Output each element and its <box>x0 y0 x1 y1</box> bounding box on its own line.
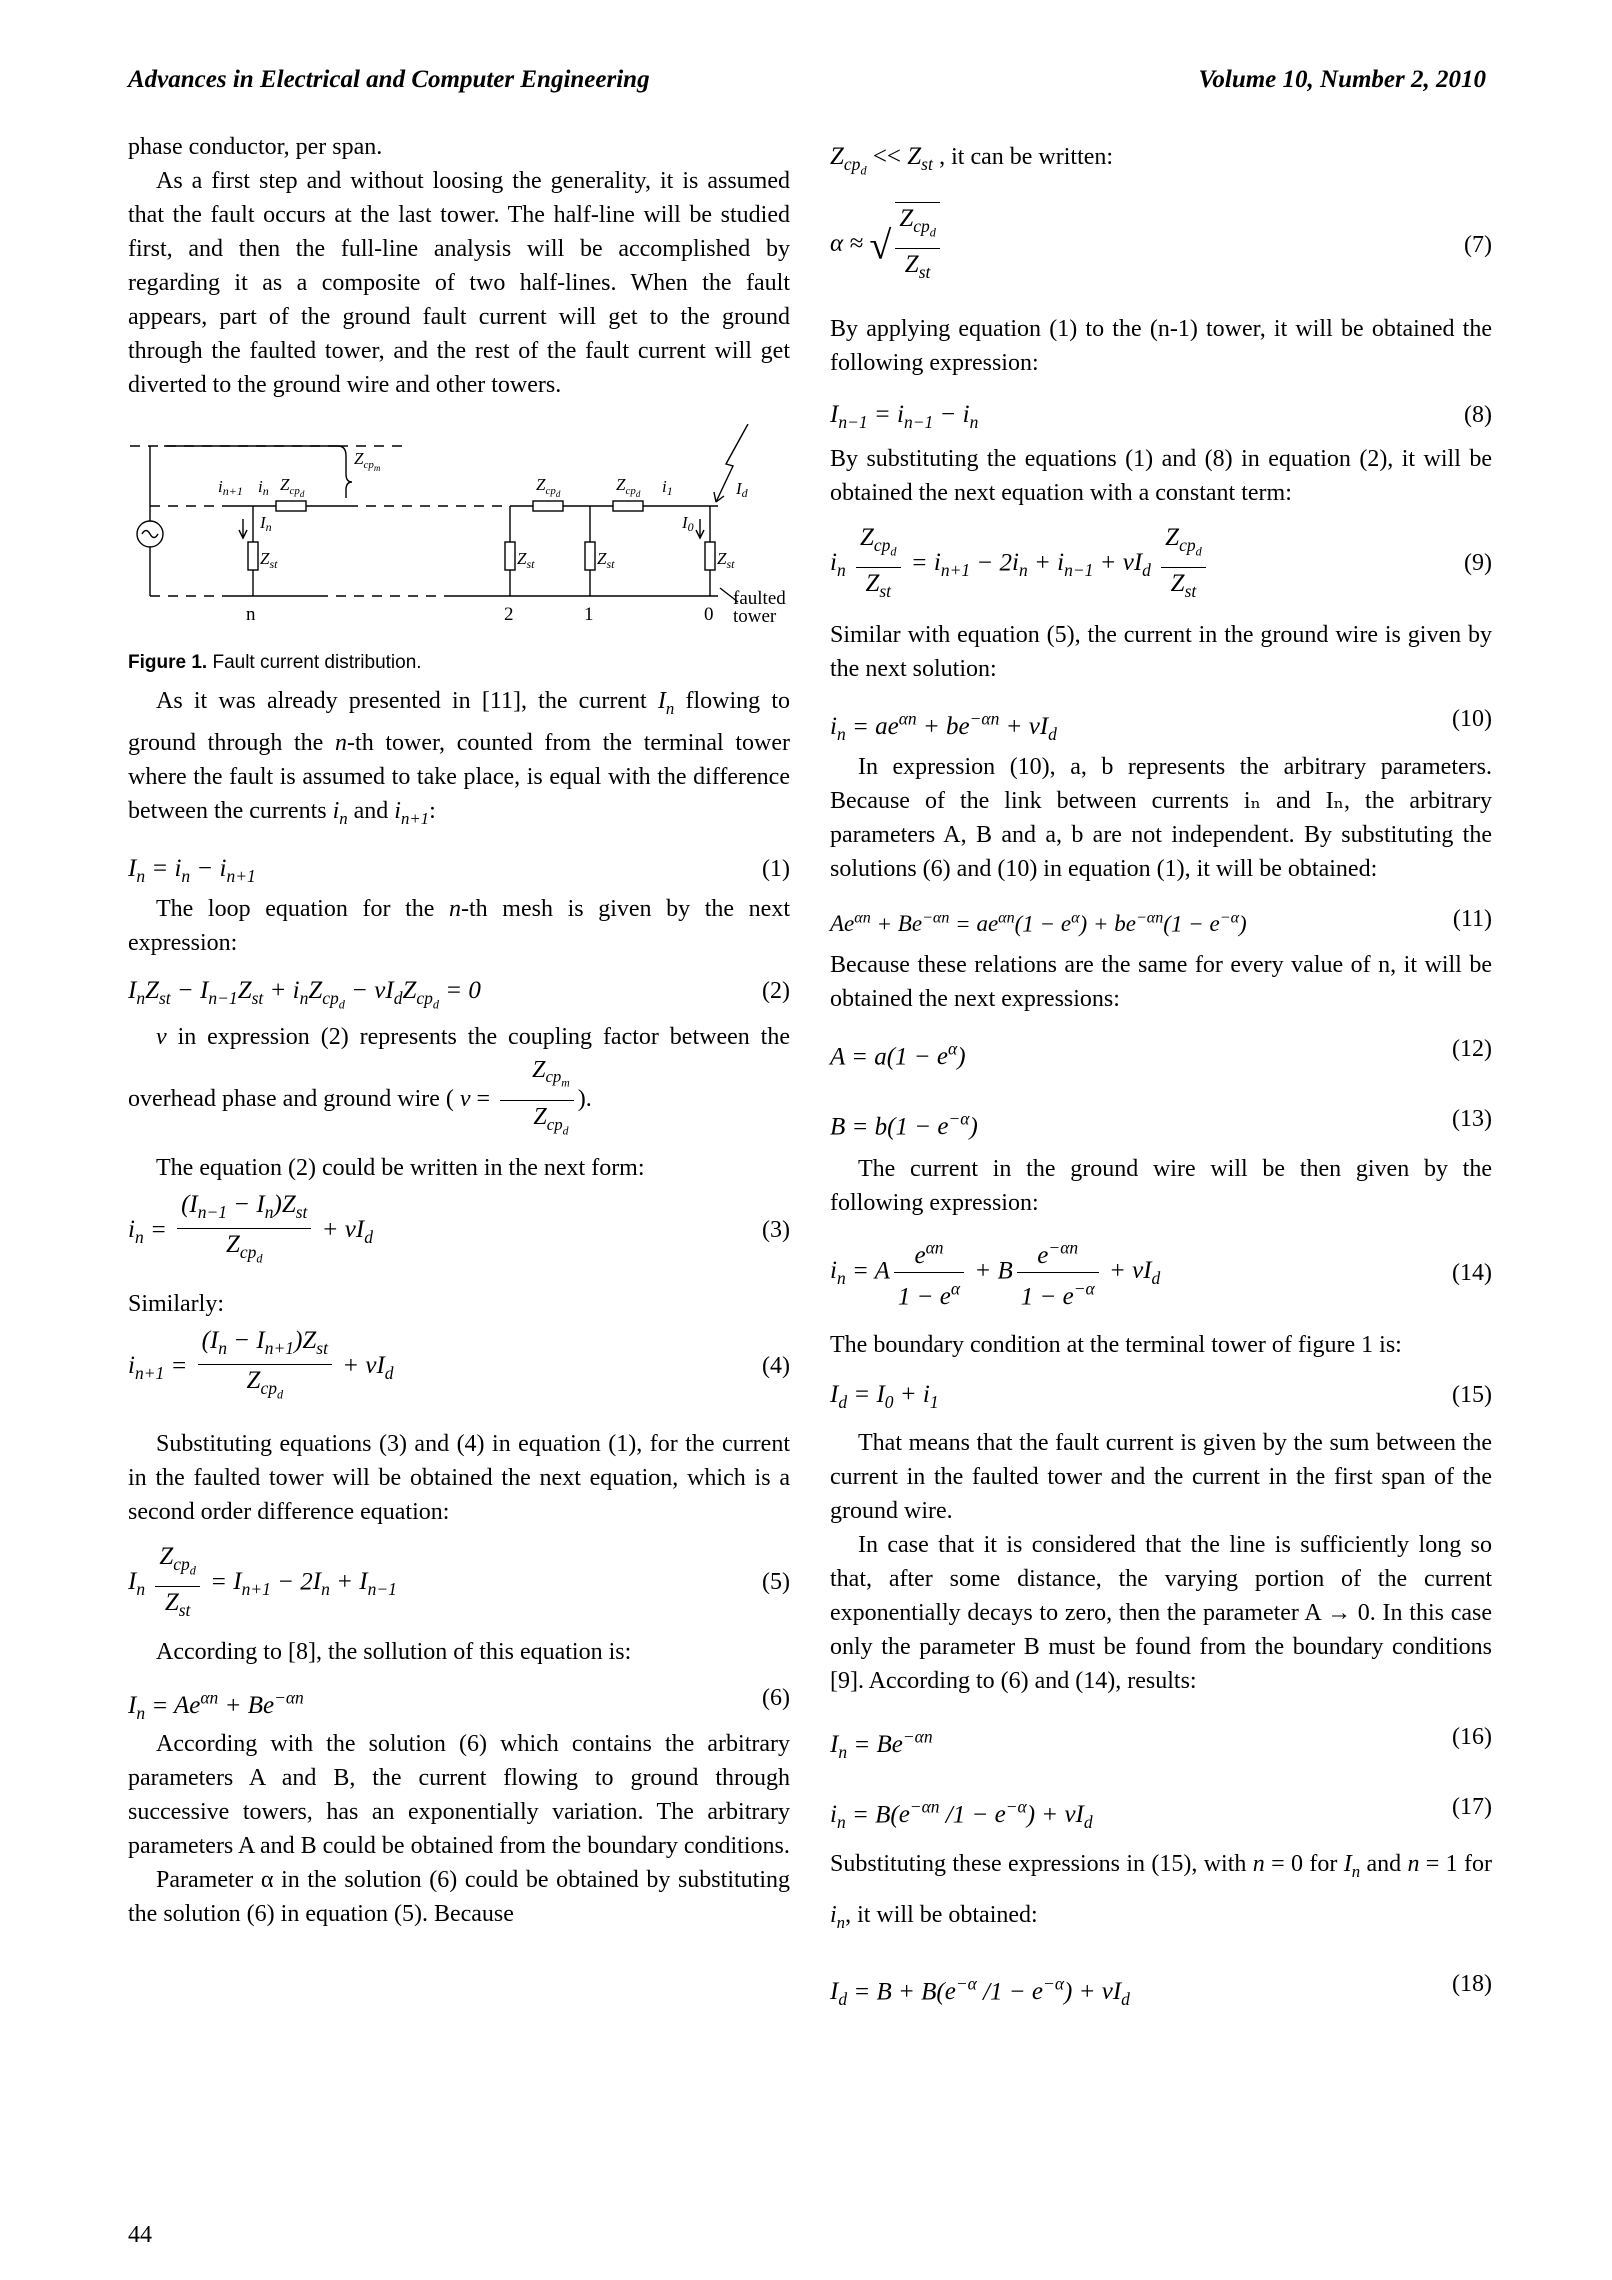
left-column <box>128 130 790 1931</box>
paragraph: Similarly: <box>128 1290 224 1317</box>
figure-caption: Figure 1. Fault current distribution. <box>128 652 422 673</box>
svg-text:i1: i1 <box>662 477 673 498</box>
volume-info: Volume 10, Number 2, 2010 <box>1198 66 1486 93</box>
svg-text:Zst: $Z_{st}$ <box>517 549 535 571</box>
svg-text:in+1: in+1 <box>218 477 243 498</box>
equation-17: $i_n = B(e^{-\alpha n}$ $/1 - e^{-\alpha}) + \nu I_d$ (17) <box>830 1793 1492 1832</box>
equation-13: $B = b(1 - e^{-\alpha})$ (13) <box>830 1105 1492 1140</box>
svg-text:Zcpd: $Z_{cp}d$ <box>616 475 641 499</box>
paragraph: ν in expression (2) represents the coupling factor between the overhead phase and ground wire ( ν = $\frac{Z_{cp_m}}{Z_{cp_d}}$ ). <box>128 1023 790 1137</box>
label-1: 1 <box>584 604 594 625</box>
equation-9: $i_n$ $\frac{Z_{cp_d}}{Z_{st}}$ = $i_{n+1} - 2i_n + i_{n-1} + \nu I_d$ $\frac{Z_{cp_d}}{Z_{st}}$ (9) <box>830 523 1492 601</box>
equation-5: $I_n$ $\frac{Z_{cp_d}}{Z_{st}}$ = $I_{n+1} - 2I_n + I_{n-1}$ (5) <box>128 1542 790 1621</box>
label-0: 0 <box>704 604 714 625</box>
svg-text:Zst: $Z_{st}$ <box>260 549 278 571</box>
equation-15: $I_d = I_0 + i_1$ (15) <box>830 1380 1492 1412</box>
equation-4: $i_{n+1}$ = $\frac{(I_n - I_{n+1})Z_{st}}{Z_{cp_d}}$ + $\nu I_d$ (4) <box>128 1326 790 1402</box>
paragraph: According to [8], the sollution of this equation is: <box>156 1638 632 1665</box>
equation-8: $I_{n-1} = i_{n-1} - i_n$ (8) <box>830 400 1492 432</box>
paragraph: The loop equation for the n-th mesh is given by the next expression: <box>128 895 790 956</box>
paragraph: As a first step and without loosing the generality, it is assumed that the fault occurs at the last tower. The half-line will be studied first, and then the full-line analysis will be accomplished by regarding it as a composite of two half-lines. When the fault appears, part of the ground fault current will get to the ground through the faulted tower, and the rest of the fault current will get diverted to the ground wire and other towers. <box>128 168 790 398</box>
equation-3: $i_n$ = $\frac{(I_{n-1} - I_n)Z_{st}}{Z_{cp_d}}$ + $\nu I_d$ (3) <box>128 1190 790 1266</box>
paragraph: $Z_{cp_d} << Z_{st}$ , it can be written: <box>830 143 1114 178</box>
figure-1 <box>128 424 790 644</box>
paragraph: Because these relations are the same for every value of n, it will be obtained the next expressions: <box>830 951 1492 1012</box>
right-column <box>830 140 1493 2010</box>
paragraph: That means that the fault current is given by the sum between the current in the faulted tower and the current in the first span of the ground wire. <box>830 1429 1492 1524</box>
svg-text:Zcpm: $Z_{cp}m$ <box>354 449 381 473</box>
svg-text:Zst: $Z_{st}$ <box>597 549 615 571</box>
equation-10: $i_n = ae^{\alpha n} + be^{-\alpha n} + \nu I_d$ (10) <box>830 705 1492 744</box>
paragraph: Similar with equation (5), the current in the ground wire is given by the next solution: <box>830 621 1492 682</box>
paragraph: Parameter α in the solution (6) could be obtained by substituting the solution (6) in equation (5). Because <box>128 1866 790 1927</box>
paragraph: By substituting the equations (1) and (8) in equation (2), it will be obtained the next equation with a constant term: <box>830 445 1492 506</box>
paragraph: The equation (2) could be written in the next form: <box>156 1154 645 1181</box>
paragraph: Substituting these expressions in (15), with n = 0 for $I_n$ and n = 1 for $i_n$, it will be obtained: <box>830 1850 1493 1933</box>
paragraph: As it was already presented in [11], the current $I_n$ flowing to ground through the n-th tower, counted from the terminal tower where the fault is assumed to take place, is equal with the difference between the currents $i_n$ and $i_{n+1}$: <box>128 688 791 828</box>
paragraph: Substituting equations (3) and (4) in equation (1), for the current in the faulted tower will be obtained the next equation, which is a second order difference equation: <box>128 1430 790 1525</box>
paragraph: In case that it is considered that the line is sufficiently long so that, after some distance, the varying portion of the current exponentially decays to zero, then the parameter A → 0. In this case only the parameter B must be found from the boundary conditions [9]. According to (6) and (14), results: <box>830 1531 1492 1694</box>
equation-14: $i_n = A$ $\frac{e^{\alpha n}}{1 - e^\alpha}$ + B $\frac{e^{-\alpha n}}{1 - e^{-\alpha}}$ + $\nu I_d$ (14) <box>830 1228 1492 1324</box>
svg-text:Zcpd: $Z_{cp}d$ <box>280 475 305 499</box>
paragraph: The current in the ground wire will be then given by the following expression: <box>830 1155 1492 1216</box>
page-number: 44 <box>128 2222 152 2248</box>
svg-text:Id: Id <box>736 479 748 500</box>
equation-11: $Ae^{\alpha n} + Be^{-\alpha n} = ae^{\alpha n}(1 - e^\alpha) + be^{-\alpha n}(1 - e^{-\alpha})$ (11) <box>830 905 1492 937</box>
paragraph: By applying equation (1) to the (n-1) tower, it will be obtained the following expression: <box>830 315 1492 376</box>
label-2: 2 <box>504 604 514 625</box>
svg-text:Zcpd: $Z_{cp}d$ <box>536 475 561 499</box>
svg-text:Zst: $Z_{st}$ <box>717 549 735 571</box>
paragraph: In expression (10), a, b represents the arbitrary parameters. Because of the link between currents iₙ and Iₙ, the arbitrary parameters A, B and a, b are not independent. By substituting the solutions (6) and (10) in equation (1), it will be obtained: <box>830 753 1492 882</box>
svg-text:in: in <box>258 477 269 498</box>
paragraph: phase conductor, per span. <box>128 134 383 160</box>
fault-circuit-diagram <box>128 424 790 644</box>
paragraph: The boundary condition at the terminal tower of figure 1 is: <box>830 1331 1402 1358</box>
label-faulted: faulted <box>733 588 786 609</box>
paragraph: According with the solution (6) which contains the arbitrary parameters A and B, the current flowing to ground through successive towers, has an exponentially variation. The arbitrary parameters A and B could be obtained from the boundary conditions. <box>128 1730 790 1859</box>
equation-6: $I_n = Ae^{\alpha n} + Be^{-\alpha n}$ (6) <box>128 1684 790 1724</box>
svg-text:I0: I0 <box>682 513 694 534</box>
journal-title: Advances in Electrical and Computer Engineering <box>128 66 650 93</box>
equation-18: $I_d = B + B(e^{-\alpha}$ $/1 - e^{-\alpha}) + \nu I_d$ (18) <box>830 1971 1492 2010</box>
equation-2: $I_nZ_{st} - I_{n-1}Z_{st} + i_nZ_{cp_d} - \nu I_dZ_{cp_d} = 0$ (2) <box>128 976 790 1012</box>
label-tower: tower <box>733 606 777 627</box>
label-n: n <box>246 604 256 625</box>
equation-1: $I_n = i_n - i_{n+1}$ (1) <box>128 854 790 886</box>
equation-16: $I_n = Be^{-\alpha n}$ (16) <box>830 1723 1492 1762</box>
equation-7: α ≈ √ $\frac{Z_{cp_d}}{Z_{st}}$ (7) <box>830 198 1492 306</box>
svg-text:In: In <box>260 513 272 534</box>
equation-12: $A = a(1 - e^\alpha)$ (12) <box>830 1035 1492 1070</box>
